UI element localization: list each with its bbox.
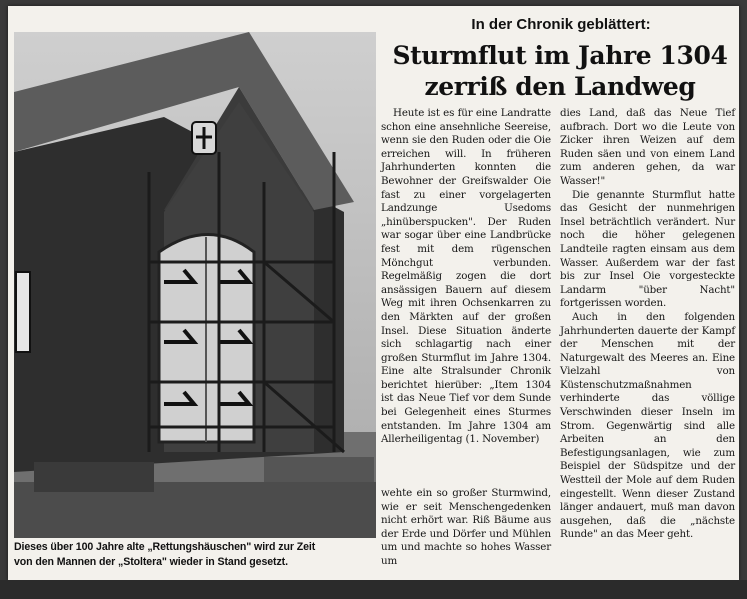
article-paragraph: Die genannte Sturmflut hatte das Gesicht der nunmehrigen Insel beträchtlich verändert. Nur noch die höher gelegenen Landteile ragten einsam aus dem Wasser. Außerdem war der fast bis zur Insel Oie vorgesteckte Landarm "über Nacht" fortgerissen worden. [560,188,735,310]
rescue-house-photo [14,32,376,538]
article-kicker: In der Chronik geblättert: [471,16,651,33]
caption-line: Dieses über 100 Jahre alte „Rettungshäuschen" wird zur Zeit [14,541,316,553]
article-paragraph: wehte ein so großer Sturmwind, wie er seit Menschengedenken nicht erhört war. Riß Bäume aus der Erde und Dörfer und Mühlen um und machte so hohes Wasser um [381,487,551,567]
photo-caption [14,540,378,570]
article-column-1 [381,107,551,447]
headline-line: zerriß den Landweg [424,72,696,101]
article-paragraph: Heute ist es für eine Landratte schon eine ansehnliche Seereise, wenn sie den Ruden oder die Oie erreichen will. In früheren Jahrhunderten konnten die Bewohner der Greifswalder Oie fast zu einer vorgelagerten Landzunge Usedoms „hinüberspucken". Der Ruden war sogar über eine Landbrücke fest mit dem rügenschen Mönchgut verbunden. Regelmäßig zogen die dort ansässigen Bauern auf diesem Weg mit ihren Ochsenkarren zu den Märkten auf der großen Insel. Diese Situation änderte sich schlagartig nach einer großen Sturmflut im Jahre 1304. Eine alte Stralsunder Chronik berichtet hierüber: „Item 1304 ist das Neue Tief vor dem Sunde bei Gelegenheit eines Sturmes entstanden. Im Jahre 1304 am Allerheiligentag (1. November) [381,107,551,446]
article-column-2 [560,107,735,542]
scan-background [0,580,747,599]
caption-line: von den Mannen der „Stoltera" wieder in Stand gesetzt. [14,556,288,568]
headline-line: Sturmflut im Jahre 1304 [392,41,728,70]
article-paragraph: Auch in den folgenden Jahrhunderten dauerte der Kampf der Menschen mit der Naturgewalt des Meeres an. Eine Vielzahl von Küstenschutzmaßnahmen verhinderte das völlige Verschwinden dieser Inseln im Strom. Gegenwärtig sind alle Arbeiten an den Befestigungsanlagen, wie zum Beispiel der Südspitze und der Westteil der Mole auf dem Ruden eingestellt. Wenn dieser Zustand länger andauert, muß man davon ausgehen, daß die „nächste Runde" an das Meer geht. [560,310,735,541]
article-headline [380,40,740,102]
article-column-1-continued [381,487,551,569]
article-paragraph: dies Land, daß das Neue Tief aufbrach. Dort wo die Leute von Zicker ihren Weizen auf dem Ruden säen und von einem Land zum anderen gehen, da war Wasser!" [560,107,735,187]
